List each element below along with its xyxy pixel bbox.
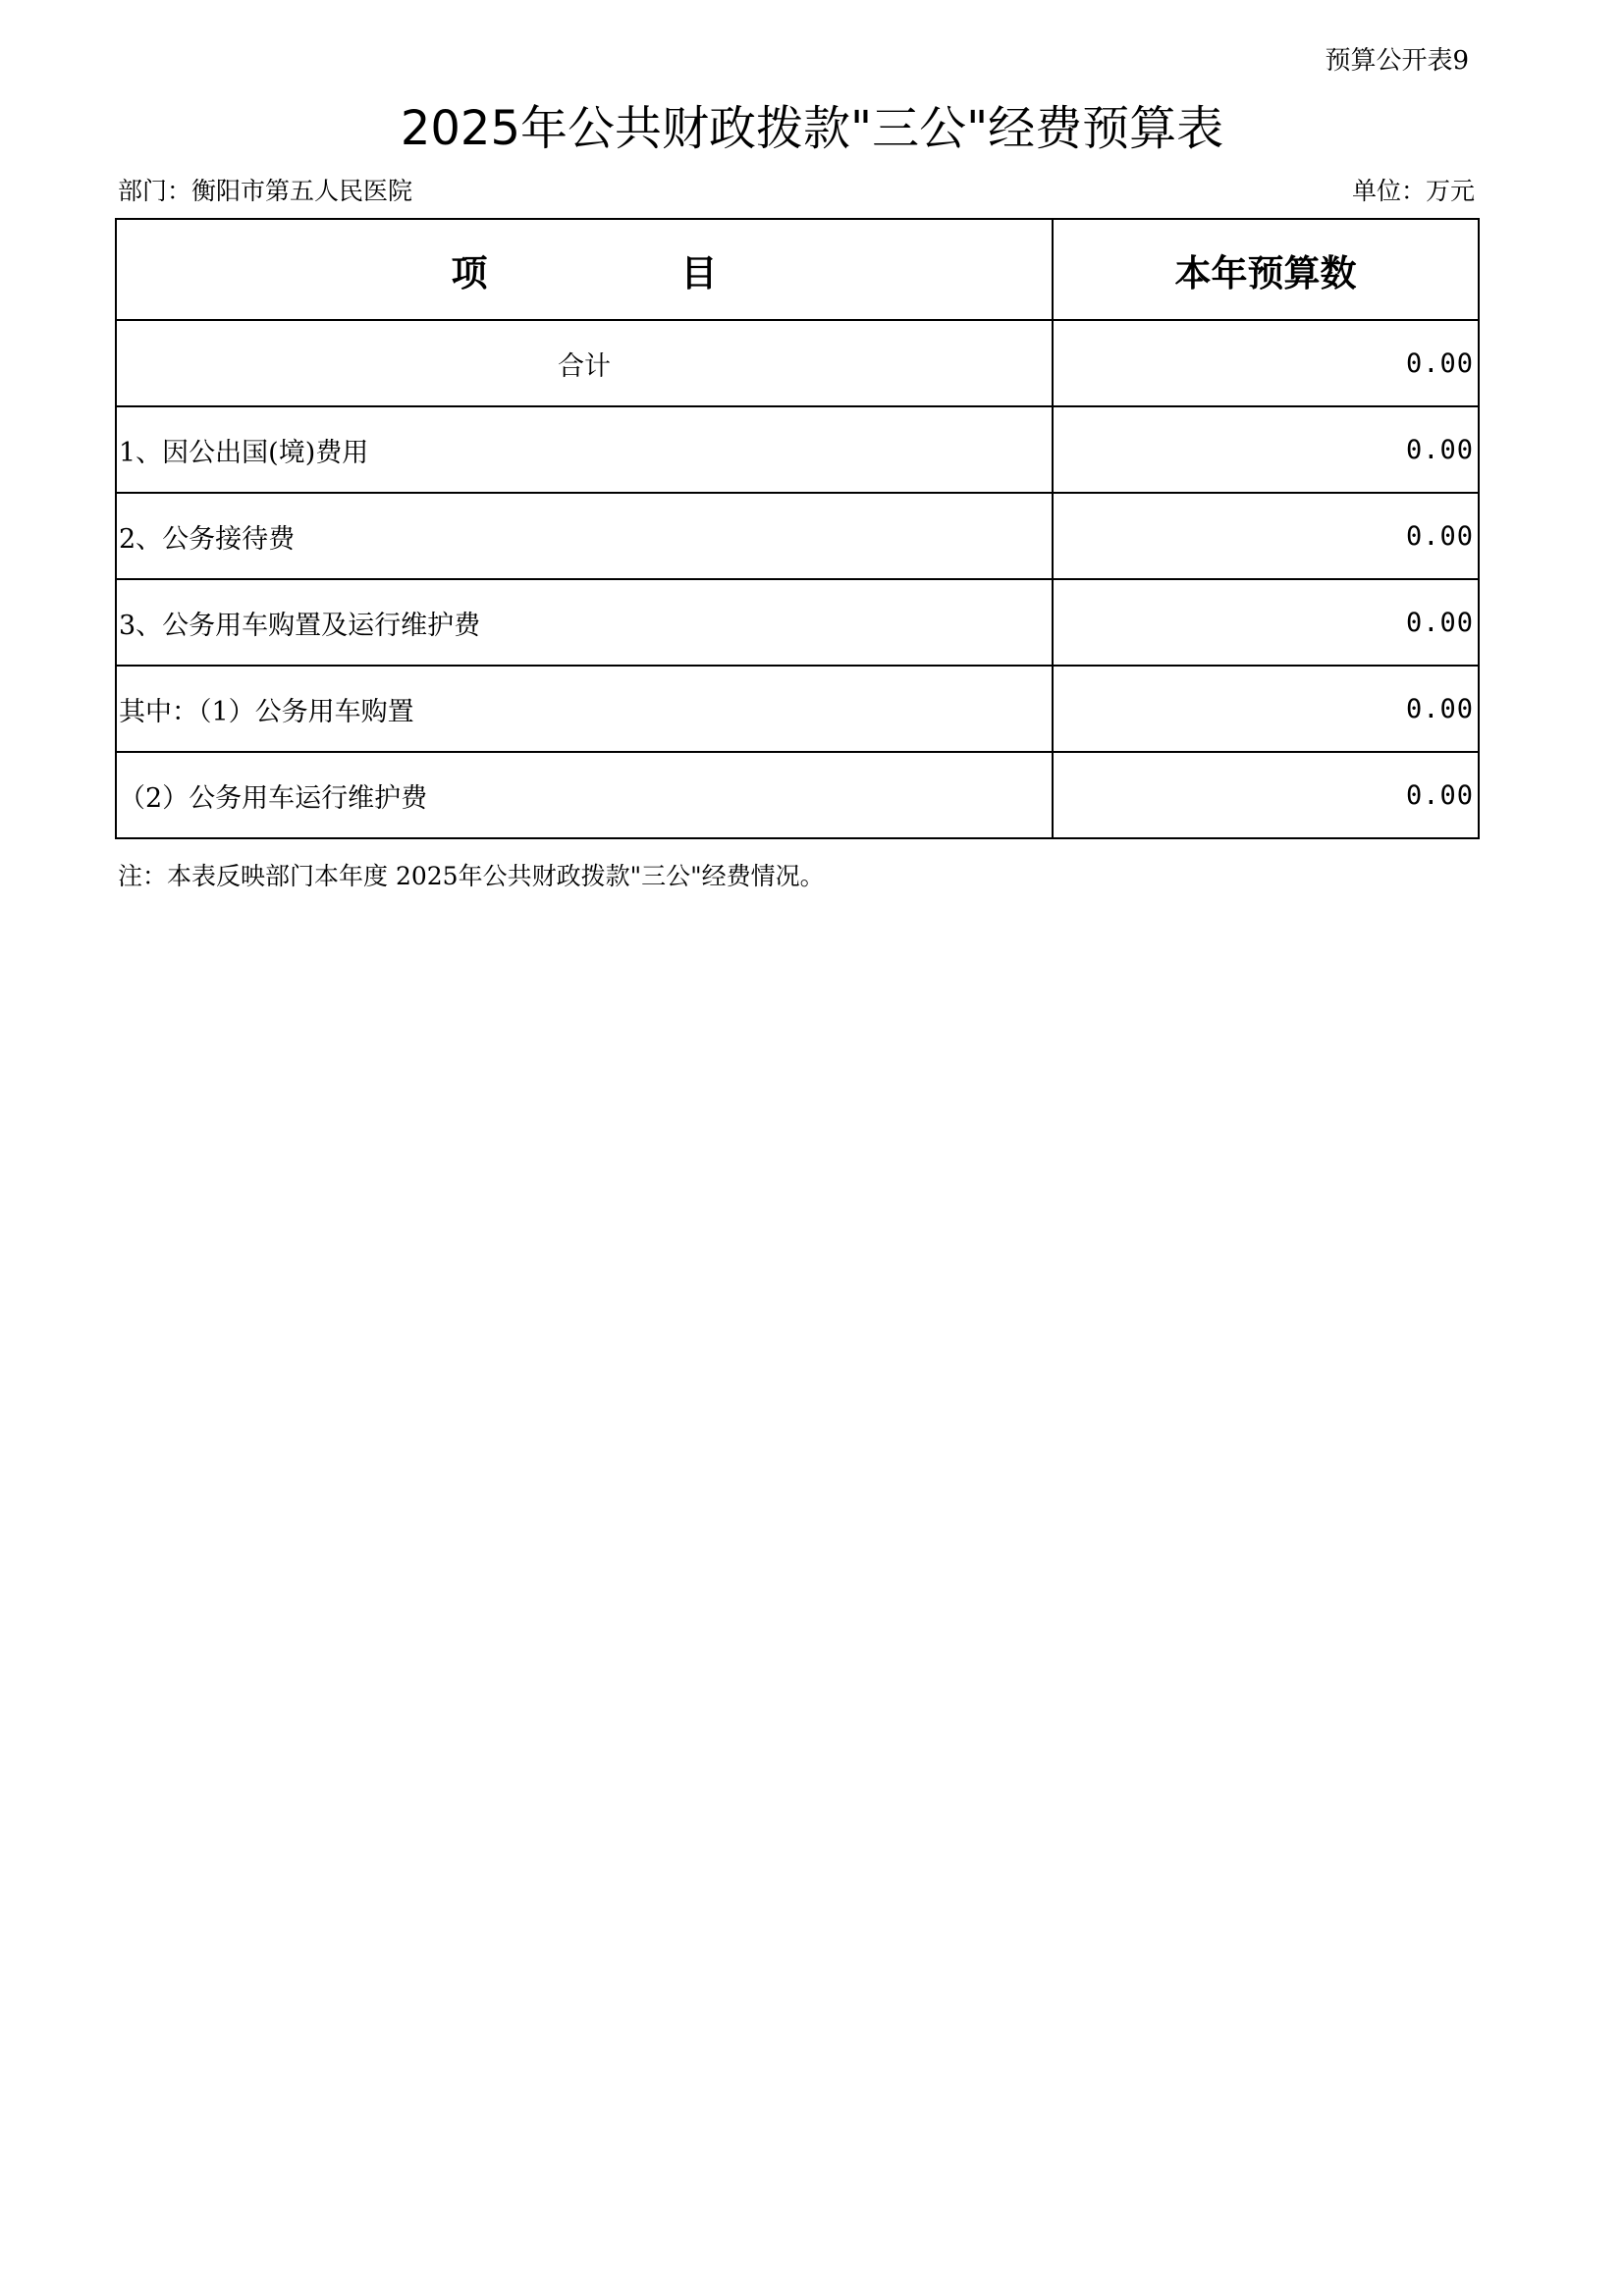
row-label: （2）公务用车运行维护费 bbox=[116, 752, 1053, 838]
row-label: 3、公务用车购置及运行维护费 bbox=[116, 579, 1053, 666]
row-label: 合计 bbox=[116, 320, 1053, 406]
row-value: 0.00 bbox=[1053, 752, 1479, 838]
column-header-value: 本年预算数 bbox=[1053, 219, 1479, 320]
table-row bbox=[116, 666, 1479, 752]
column-header-item: 项 目 bbox=[116, 219, 1053, 320]
page-number: 预算公开表9 bbox=[1325, 46, 1469, 76]
row-value: 0.00 bbox=[1053, 493, 1479, 579]
row-label: 2、公务接待费 bbox=[116, 493, 1053, 579]
table-header-row bbox=[116, 219, 1479, 320]
row-value: 0.00 bbox=[1053, 320, 1479, 406]
footnote: 注：本表反映部门本年度 2025年公共财政拨款"三公"经费情况。 bbox=[118, 862, 825, 890]
budget-table bbox=[115, 218, 1480, 839]
row-value: 0.00 bbox=[1053, 406, 1479, 493]
header-info-line bbox=[118, 175, 1475, 208]
table-row-total bbox=[116, 320, 1479, 406]
row-value: 0.00 bbox=[1053, 579, 1479, 666]
row-label: 其中：（1）公务用车购置 bbox=[116, 666, 1053, 752]
department-label: 部门：衡阳市第五人民医院 bbox=[118, 177, 413, 205]
table-row bbox=[116, 579, 1479, 666]
page-title: 2025年公共财政拨款"三公"经费预算表 bbox=[400, 101, 1224, 156]
table-row bbox=[116, 493, 1479, 579]
unit-label: 单位：万元 bbox=[1351, 177, 1475, 205]
row-label: 1、因公出国(境)费用 bbox=[116, 406, 1053, 493]
table-row bbox=[116, 752, 1479, 838]
row-value: 0.00 bbox=[1053, 666, 1479, 752]
table-row bbox=[116, 406, 1479, 493]
